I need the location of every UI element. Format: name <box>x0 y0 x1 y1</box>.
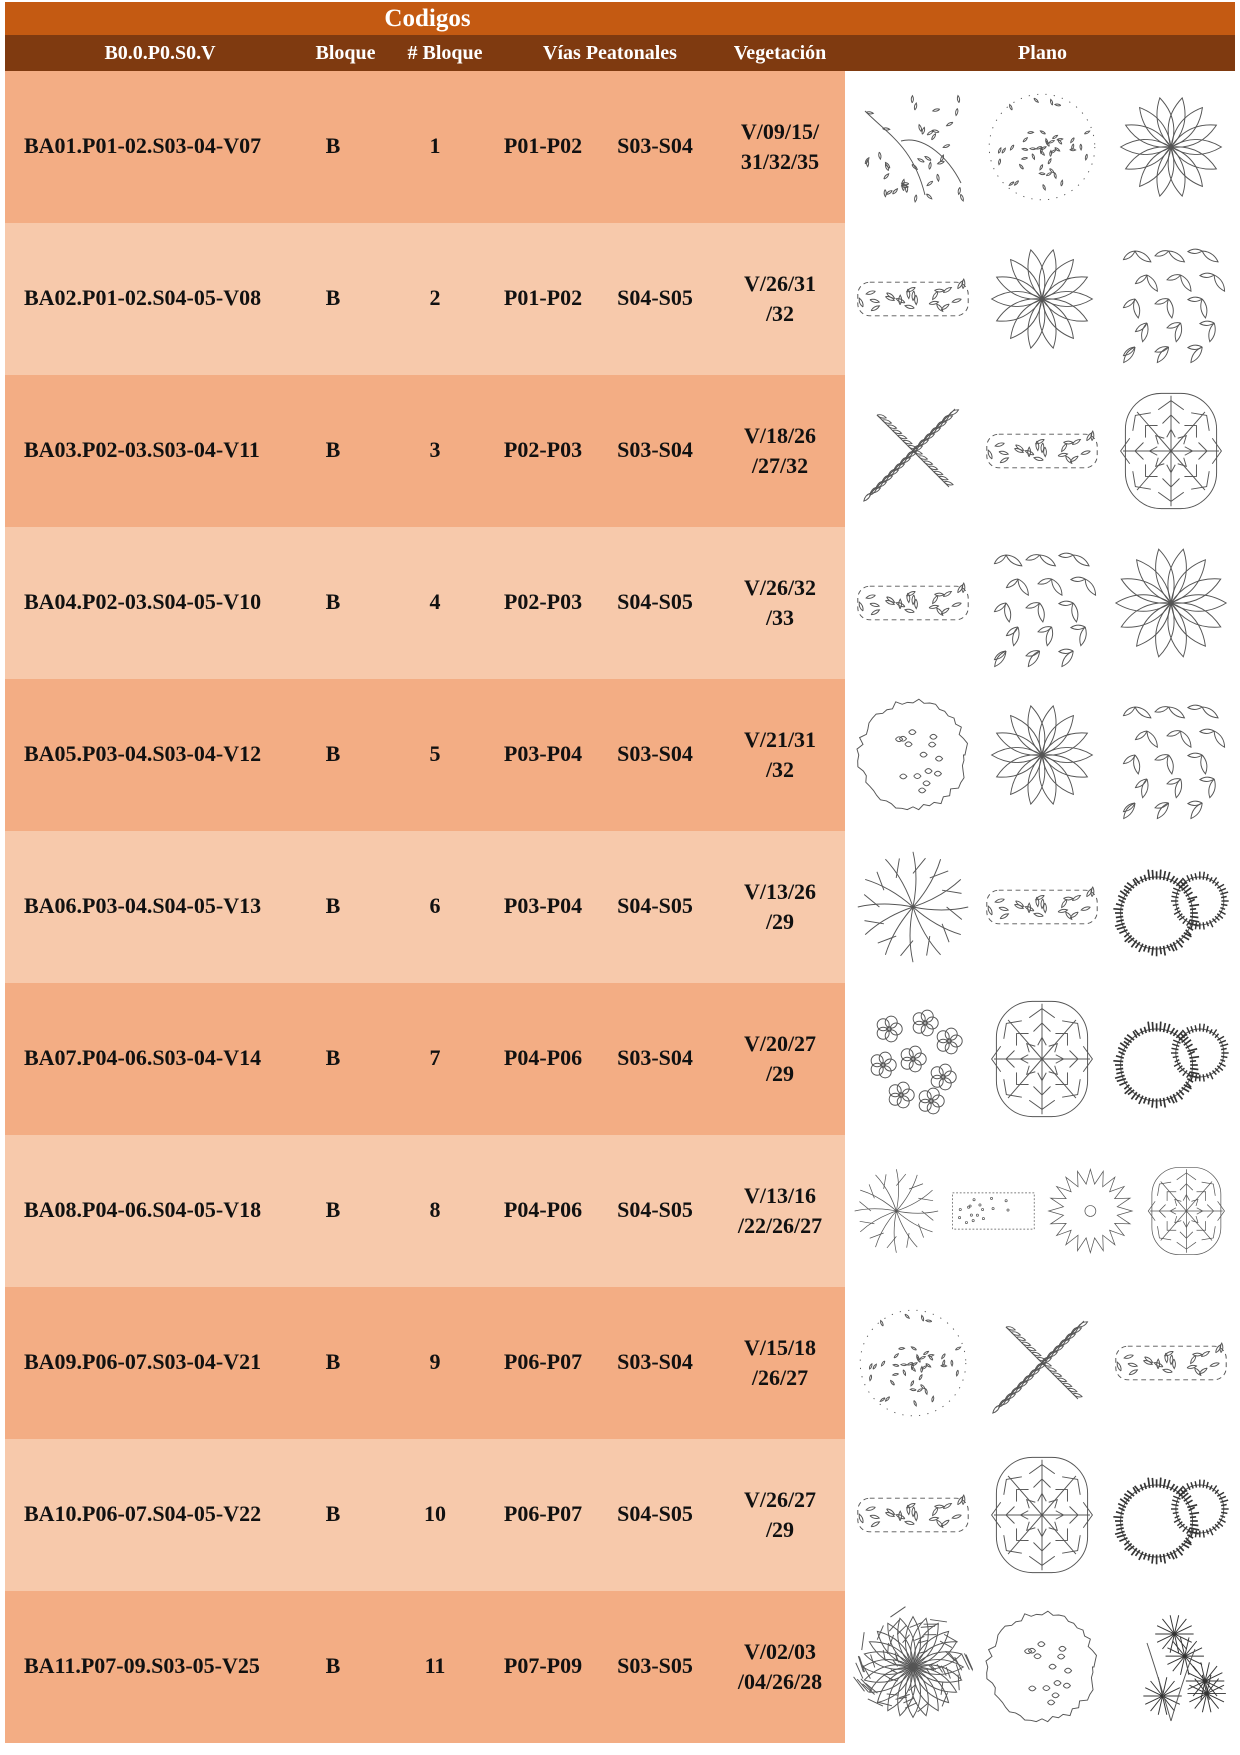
shrub-row-icon <box>982 386 1102 516</box>
row-plan-symbols <box>848 1591 1235 1743</box>
shrub-row-icon <box>1111 1298 1231 1428</box>
row-num-bloque: 8 <box>429 1197 441 1222</box>
row-plan-symbols <box>848 1287 1235 1439</box>
row-via-s: S04-S05 <box>617 285 693 310</box>
row-vegetacion <box>715 877 845 937</box>
row-num-bloque: 6 <box>429 893 441 918</box>
row-vegetacion <box>715 1029 845 1089</box>
table-row <box>5 831 845 983</box>
veg-line-1: V/09/15/ <box>740 119 820 144</box>
row-via-s: S03-S05 <box>617 1653 693 1678</box>
veg-line-1: V/26/31 <box>743 271 817 296</box>
row-bloque: B <box>325 133 341 158</box>
table-row <box>5 1439 845 1591</box>
row-num-bloque: 11 <box>424 1653 446 1678</box>
row-vegetacion <box>715 421 845 481</box>
star-leaf-icon <box>982 234 1102 364</box>
col-header-bloque: Bloque <box>315 42 376 64</box>
row-via-p: P02-P03 <box>503 589 583 614</box>
row-code: BA05.P03-04.S03-04-V12 <box>24 741 262 766</box>
row-num-bloque: 1 <box>429 133 441 158</box>
row-bloque: B <box>325 1349 341 1374</box>
veg-line-2: /33 <box>765 605 795 630</box>
palm-star-icon <box>1111 538 1231 668</box>
veg-line-2: /29 <box>765 1517 795 1542</box>
veg-line-1: V/13/26 <box>743 879 817 904</box>
row-bloque: B <box>325 437 341 462</box>
row-plan-symbols <box>848 375 1235 527</box>
row-bloque: B <box>325 1653 341 1678</box>
row-code: BA06.P03-04.S04-05-V13 <box>24 893 262 918</box>
row-bloque: B <box>325 741 341 766</box>
row-num-bloque: 3 <box>429 437 441 462</box>
star-leaf-icon <box>1111 82 1231 212</box>
row-via-p: P01-P02 <box>503 285 583 310</box>
fern-branch-icon <box>853 386 973 516</box>
row-vegetacion <box>715 573 845 633</box>
table-row <box>5 679 845 831</box>
row-bloque: B <box>325 1501 341 1526</box>
table-row <box>5 527 845 679</box>
row-via-p: P01-P02 <box>503 133 583 158</box>
row-via-s: S03-S04 <box>617 1349 693 1374</box>
veg-line-1: V/13/16 <box>743 1183 817 1208</box>
round-canopy-icon <box>853 690 973 820</box>
veg-line-1: V/26/27 <box>743 1487 817 1512</box>
ring-canopy-icon <box>1111 994 1231 1124</box>
table-row <box>5 1287 845 1439</box>
table-row <box>5 223 845 375</box>
header-group-row <box>5 2 1235 35</box>
row-bloque: B <box>325 589 341 614</box>
ring-canopy-icon <box>1111 1450 1231 1580</box>
table-row <box>5 375 845 527</box>
row-vegetacion <box>715 1333 845 1393</box>
shrub-row-icon <box>853 1450 973 1580</box>
table-row <box>5 1591 845 1743</box>
row-plan-symbols <box>848 983 1235 1135</box>
veg-line-1: V/21/31 <box>743 727 817 752</box>
hedge-icon <box>948 1146 1039 1276</box>
veg-line-1: V/20/27 <box>743 1031 817 1056</box>
veg-line-2: /22/26/27 <box>737 1213 823 1238</box>
row-plan-symbols <box>848 527 1235 679</box>
row-plan-symbols <box>848 831 1235 983</box>
row-num-bloque: 5 <box>429 741 441 766</box>
row-code: BA11.P07-09.S03-05-V25 <box>24 1653 260 1678</box>
row-bloque: B <box>325 893 341 918</box>
row-vegetacion <box>715 725 845 785</box>
ring-canopy-icon <box>1111 842 1231 972</box>
col-header-plano: Plano <box>1018 42 1067 64</box>
row-vegetacion <box>715 1485 845 1545</box>
row-via-p: P03-P04 <box>503 741 583 766</box>
pine-branches-icon <box>1111 1602 1231 1732</box>
row-code: BA03.P02-03.S03-04-V11 <box>24 437 260 462</box>
row-code: BA01.P01-02.S03-04-V07 <box>24 133 262 158</box>
col-header-vegetacion: Vegetación <box>733 42 827 64</box>
veg-line-2: /32 <box>765 301 795 326</box>
row-via-p: P06-P07 <box>503 1501 583 1526</box>
row-via-s: S04-S05 <box>617 589 693 614</box>
row-plan-symbols <box>848 679 1235 831</box>
table-row <box>5 983 845 1135</box>
fern-branch-icon <box>982 1298 1102 1428</box>
snowflake-pattern-icon <box>1111 386 1231 516</box>
row-num-bloque: 7 <box>429 1045 441 1070</box>
veg-line-2: /04/26/28 <box>737 1669 823 1694</box>
veg-line-2: /29 <box>765 909 795 934</box>
veg-line-1: V/02/03 <box>743 1639 817 1664</box>
group-title: Codigos <box>384 5 471 32</box>
leaf-pattern-icon <box>1111 234 1231 364</box>
shrub-row-icon <box>853 538 973 668</box>
shrub-row-icon <box>853 234 973 364</box>
row-vegetacion <box>715 1181 845 1241</box>
row-via-s: S03-S04 <box>617 1045 693 1070</box>
col-header-vias: Vías Peatonales <box>543 42 677 64</box>
row-bloque: B <box>325 1197 341 1222</box>
row-via-s: S04-S05 <box>617 1197 693 1222</box>
spiky-star-icon <box>853 1602 973 1732</box>
row-via-p: P02-P03 <box>503 437 583 462</box>
row-vegetacion <box>715 269 845 329</box>
row-via-s: S03-S04 <box>617 741 693 766</box>
veg-line-2: 31/32/35 <box>740 149 820 174</box>
veg-line-1: V/18/26 <box>743 423 817 448</box>
row-via-s: S04-S05 <box>617 1501 693 1526</box>
veg-line-2: /29 <box>765 1061 795 1086</box>
row-via-s: S04-S05 <box>617 893 693 918</box>
row-vegetacion <box>715 117 845 177</box>
row-plan-symbols <box>848 1135 1235 1287</box>
row-num-bloque: 10 <box>424 1501 446 1526</box>
row-via-p: P03-P04 <box>503 893 583 918</box>
row-code: BA08.P04-06.S04-05-V18 <box>24 1197 262 1222</box>
row-via-p: P04-P06 <box>503 1197 583 1222</box>
radial-branches-icon <box>853 842 973 972</box>
row-plan-symbols <box>848 71 1235 223</box>
round-canopy-icon <box>982 1602 1102 1732</box>
snowflake-pattern-icon <box>982 994 1102 1124</box>
row-via-p: P07-P09 <box>503 1653 583 1678</box>
veg-line-2: /27/32 <box>751 453 809 478</box>
row-bloque: B <box>325 285 341 310</box>
row-via-p: P06-P07 <box>503 1349 583 1374</box>
row-via-s: S03-S04 <box>617 437 693 462</box>
snowflake-pattern-icon <box>1141 1146 1232 1276</box>
shrub-row-icon <box>982 842 1102 972</box>
table-row <box>5 1135 845 1287</box>
row-vegetacion <box>715 1637 845 1697</box>
row-bloque: B <box>325 1045 341 1070</box>
leaf-pattern-icon <box>982 538 1102 668</box>
row-plan-symbols <box>848 1439 1235 1591</box>
row-code: BA02.P01-02.S04-05-V08 <box>24 285 262 310</box>
row-num-bloque: 9 <box>429 1349 441 1374</box>
row-code: BA10.P06-07.S04-05-V22 <box>24 1501 262 1526</box>
star-leaf-icon <box>982 690 1102 820</box>
flower-cluster-icon <box>853 994 973 1124</box>
leafy-branch-icon <box>853 82 973 212</box>
row-via-s: S03-S04 <box>617 133 693 158</box>
col-header-num-bloque: # Bloque <box>407 42 483 64</box>
leaf-pattern-icon <box>1111 690 1231 820</box>
scattered-leaves-icon <box>982 82 1102 212</box>
header-column-row <box>5 35 1235 71</box>
row-code: BA07.P04-06.S03-04-V14 <box>24 1045 262 1070</box>
row-code: BA09.P06-07.S03-04-V21 <box>24 1349 262 1374</box>
row-via-p: P04-P06 <box>503 1045 583 1070</box>
row-num-bloque: 4 <box>429 589 441 614</box>
snowflake-pattern-icon <box>982 1450 1102 1580</box>
veg-line-2: /26/27 <box>751 1365 809 1390</box>
jagged-leaf-icon <box>1045 1146 1136 1276</box>
col-header-code: B0.0.P0.S0.V <box>104 42 216 64</box>
table-row <box>5 71 845 223</box>
veg-line-2: /32 <box>765 757 795 782</box>
row-code: BA04.P02-03.S04-05-V10 <box>24 589 262 614</box>
row-num-bloque: 2 <box>429 285 441 310</box>
scattered-leaves-icon <box>853 1298 973 1428</box>
radial-branches-icon <box>851 1146 942 1276</box>
veg-line-1: V/26/32 <box>743 575 817 600</box>
row-plan-symbols <box>848 223 1235 375</box>
veg-line-1: V/15/18 <box>743 1335 817 1360</box>
